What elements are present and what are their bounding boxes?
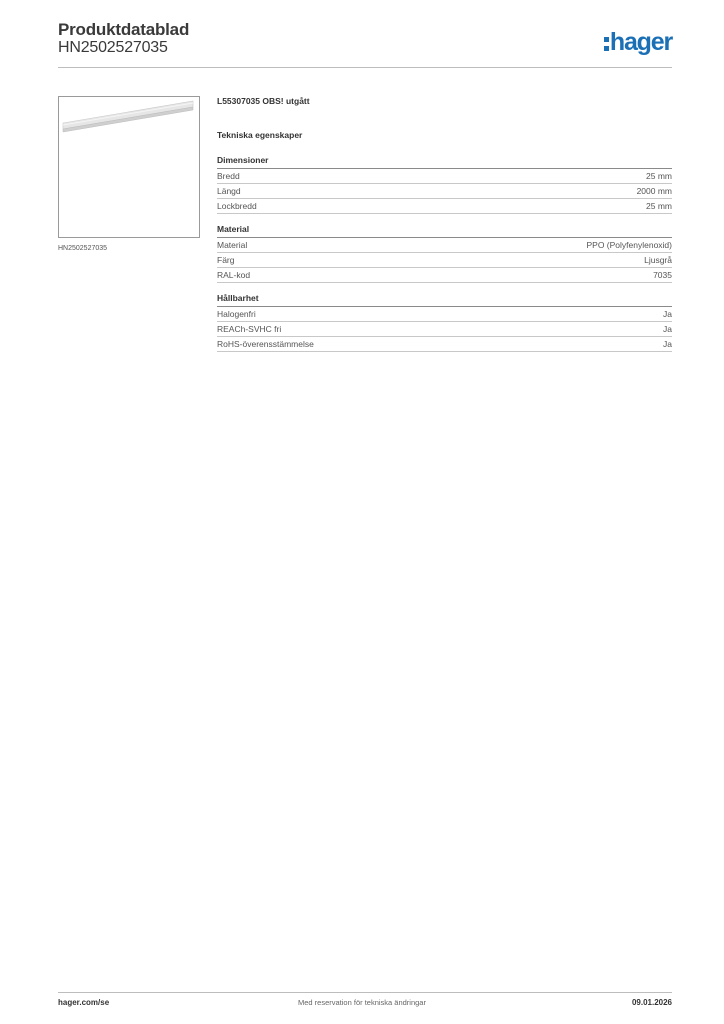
spec-label: Material bbox=[217, 240, 248, 250]
spec-label: Halogenfri bbox=[217, 309, 256, 319]
hager-logo bbox=[604, 28, 672, 57]
spec-row bbox=[217, 169, 672, 184]
spec-label: Lockbredd bbox=[217, 201, 257, 211]
spec-value: 2000 mm bbox=[636, 186, 672, 196]
spec-value: Ja bbox=[663, 309, 672, 319]
spec-value: 25 mm bbox=[646, 171, 672, 181]
footer-disclaimer: Med reservation för tekniska ändringar bbox=[298, 998, 426, 1007]
spec-value: PPO (Polyfenylenoxid) bbox=[586, 240, 672, 250]
logo-text: hager bbox=[609, 28, 672, 56]
header-divider bbox=[58, 67, 672, 68]
spec-label: Färg bbox=[217, 255, 235, 265]
image-caption: HN2502527035 bbox=[58, 245, 108, 252]
cable-trunking-cover-image bbox=[59, 97, 199, 237]
footer-website-link[interactable]: hager.com/se bbox=[58, 998, 110, 1007]
spec-row bbox=[217, 253, 672, 268]
group-title: Material bbox=[217, 224, 672, 238]
spec-content bbox=[217, 96, 672, 362]
spec-value: 25 mm bbox=[646, 201, 672, 211]
page-title: Produktdatablad bbox=[58, 20, 190, 39]
spec-group-sustainability bbox=[217, 293, 672, 352]
spec-row bbox=[217, 238, 672, 253]
product-code: HN2502527035 bbox=[58, 39, 168, 56]
spec-row bbox=[217, 322, 672, 337]
group-title: Hållbarhet bbox=[217, 293, 672, 307]
spec-label: Bredd bbox=[217, 171, 240, 181]
spec-row bbox=[217, 268, 672, 283]
logo-colon-icon bbox=[604, 34, 609, 52]
spec-label: REACh-SVHC fri bbox=[217, 324, 282, 334]
spec-value: 7035 bbox=[653, 270, 672, 280]
section-title: Tekniska egenskaper bbox=[217, 130, 303, 140]
spec-value: Ljusgrå bbox=[644, 255, 672, 265]
spec-row bbox=[217, 184, 672, 199]
spec-group-material bbox=[217, 224, 672, 283]
product-image bbox=[58, 96, 200, 238]
footer-date: 09.01.2026 bbox=[631, 998, 672, 1007]
group-title: Dimensioner bbox=[217, 155, 672, 169]
spec-label: Längd bbox=[217, 186, 241, 196]
spec-label: RoHS-överensstämmelse bbox=[217, 339, 314, 349]
spec-label: RAL-kod bbox=[217, 270, 251, 280]
spec-group-dimensions bbox=[217, 155, 672, 214]
spec-value: Ja bbox=[663, 324, 672, 334]
footer-divider bbox=[58, 992, 672, 993]
spec-row bbox=[217, 307, 672, 322]
spec-row bbox=[217, 337, 672, 352]
product-title: L55307035 OBS! utgått bbox=[217, 96, 310, 106]
spec-row bbox=[217, 199, 672, 214]
spec-value: Ja bbox=[663, 339, 672, 349]
